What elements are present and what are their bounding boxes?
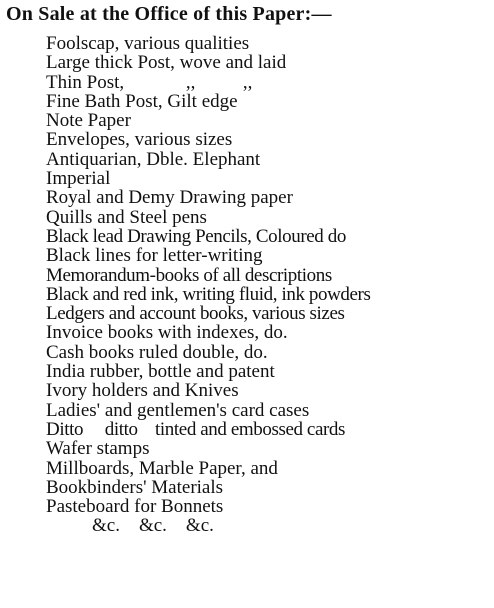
list-item: Foolscap, various qualities (46, 33, 250, 54)
list-item: Cash books ruled double, do. (46, 341, 268, 363)
list-item: Black and red ink, writing fluid, ink powders (46, 283, 371, 305)
list-item: Invoice books with indexes, do. (46, 322, 288, 344)
list-item: Black lead Drawing Pencils, Coloured do (46, 225, 346, 247)
list-item: Imperial (46, 168, 111, 190)
list-item: India rubber, bottle and patent (46, 361, 275, 383)
list-item: Memorandum-books of all descriptions (46, 264, 332, 286)
list-item: Thin Post, ,, ,, (46, 71, 253, 93)
list-item: &c. &c. &c. (92, 515, 214, 537)
list-item: Ivory holders and Knives (46, 380, 239, 402)
list-item: Envelopes, various sizes (46, 129, 233, 151)
list-item: Ditto ditto tinted and embossed cards (46, 418, 346, 440)
list-item: Bookbinders' Materials (46, 476, 224, 498)
stationery-list (46, 34, 494, 536)
list-item: Large thick Post, wove and laid (46, 52, 287, 74)
list-item: Antiquarian, Dble. Elephant (46, 148, 261, 170)
list-item: Millboards, Marble Paper, and (46, 457, 278, 479)
list-item: Note Paper (46, 110, 131, 132)
list-item: Black lines for letter-writing (46, 245, 263, 267)
list-item: Ladies' and gentlemen's card cases (46, 399, 310, 421)
list-item: Royal and Demy Drawing paper (46, 187, 293, 209)
advertisement-heading: On Sale at the Office of this Paper:— (6, 3, 332, 25)
list-item: Fine Bath Post, Gilt edge (46, 90, 238, 112)
list-item: Pasteboard for Bonnets (46, 496, 224, 518)
list-item: Quills and Steel pens (46, 206, 207, 228)
list-item: Wafer stamps (46, 438, 150, 460)
list-item: Ledgers and account books, various sizes (46, 303, 345, 325)
